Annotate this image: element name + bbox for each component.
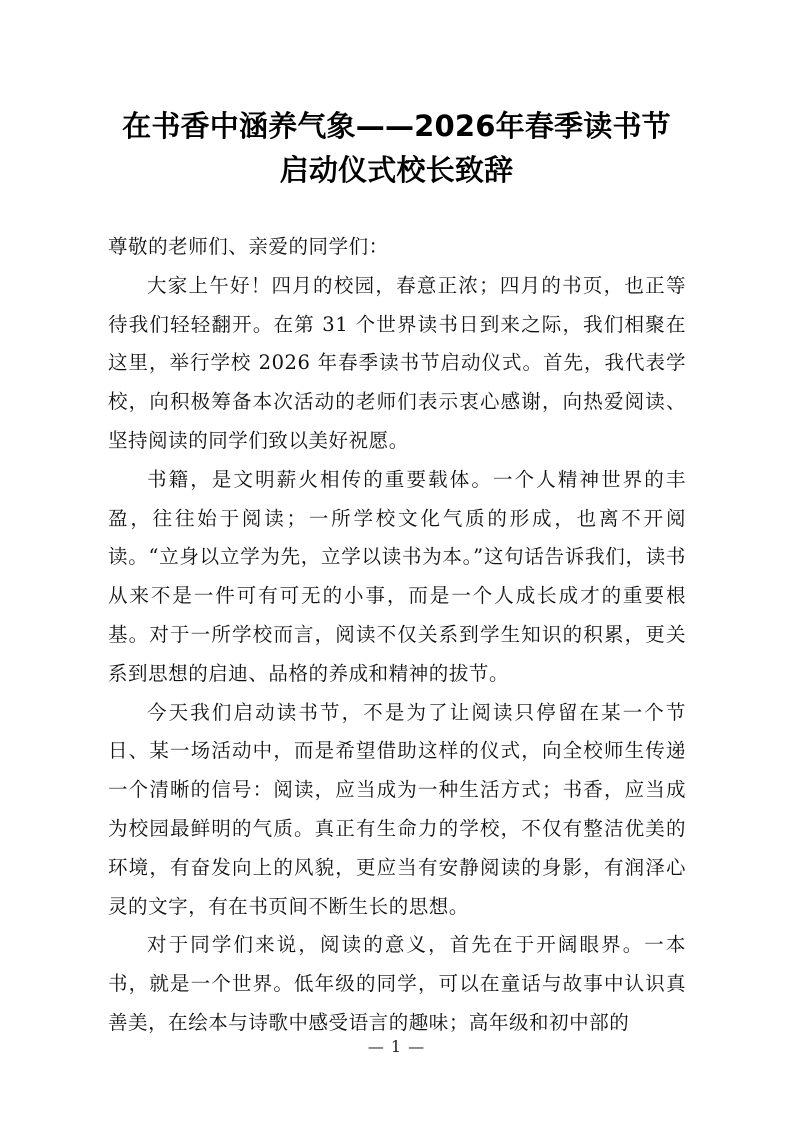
paragraph-4: 对于同学们来说，阅读的意义，首先在于开阔眼界。一本书，就是一个世界。低年级的同学，可以在童话与故事中认识真善美，在绘本与诗歌中感受语言的趣味；高年级和初中部的: [108, 933, 686, 1034]
paragraph-2: 书籍，是文明薪火相传的重要载体。一个人精神世界的丰盈，往往始于阅读；一所学校文化气质的形成，也离不开阅读。“立身以立学为先，立学以读书为本。”这句话告诉我们，读书从来不是一件可有可无的小事，而是一个人成长成才的重要根基。对于一所学校而言，阅读不仅关系到学生知识的积累，更关系到思想的启迪、品格的养成和精神的拔节。: [108, 467, 686, 685]
title-line-2: 启动仪式校长致辞: [279, 153, 514, 187]
salutation-line: 尊敬的老师们、亲爱的同学们：: [108, 235, 389, 258]
title-line-1: 在书香中涵养气象——2026年春季读书节: [122, 109, 671, 143]
paragraph-3: 今天我们启动读书节，不是为了让阅读只停留在某一个节日、某一场活动中，而是希望借助这样的仪式，向全校师生传递一个清晰的信号：阅读，应当成为一种生活方式；书香，应当成为校园最鲜明的气质。真正有生命力的学校，不仅有整洁优美的环境，有奋发向上的风貌，更应当有安静阅读的身影，有润泽心灵的文字，有在书页间不断生长的思想。: [108, 700, 686, 918]
paragraph-1: 大家上午好！四月的校园，春意正浓；四月的书页，也正等待我们轻轻翻开。在第 31 个世界读书日到来之际，我们相聚在这里，举行学校 2026 年春季读书节启动仪式。首先，我代表学校，向积极筹备本次活动的老师们表示衷心感谢，向热爱阅读、坚持阅读的同学们致以美好祝愿。: [108, 273, 686, 452]
page-title: [100, 104, 693, 192]
document-body: [108, 228, 686, 1043]
page-number-footer: — 1 —: [367, 1037, 426, 1056]
